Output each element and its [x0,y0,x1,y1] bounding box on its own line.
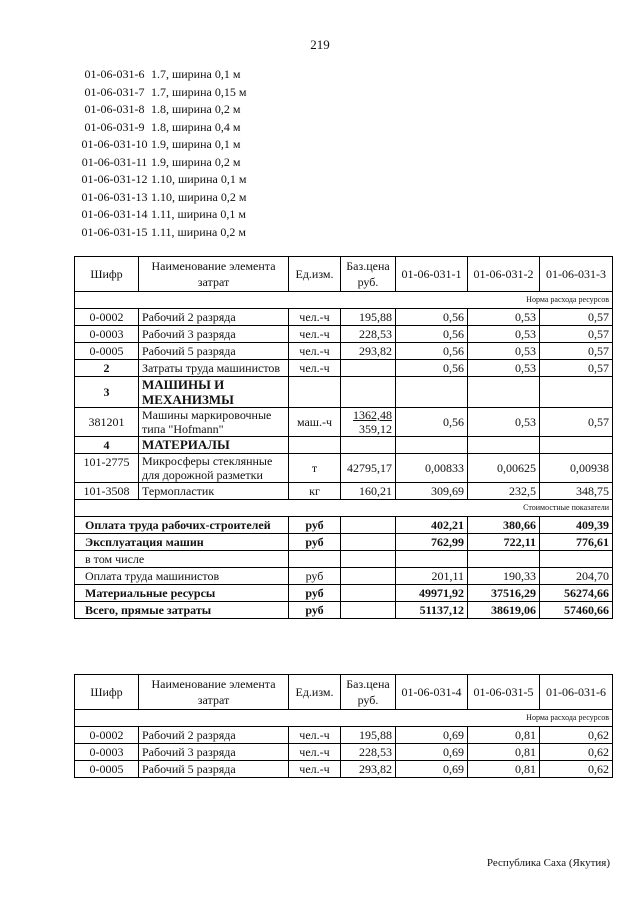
list-item: 01-06-031-13 1.10, ширина 0,2 м [81,189,247,204]
table-row: 381201 Машины маркировочные типа "Hofmann" маш.-ч 1362,48 359,12 0,56 0,53 0,57 [75,408,613,437]
resource-table-2 [74,674,613,778]
list-item: 01-06-031-15 1.11, ширина 0,2 м [81,224,246,239]
table-header-row [75,675,613,710]
table-row: 101-3508 Термопластик кг 160,21 309,69 232,5 348,75 [75,483,613,500]
header-cell: 01-06-031-4 [396,675,468,710]
header-cell: 01-06-031-1 [396,257,468,292]
table-row: 0-0003 Рабочий 3 разряда чел.-ч 228,53 0,56 0,53 0,57 [75,326,613,343]
table-row: Оплата труда машинистов руб 201,11 190,33 204,70 [75,568,613,585]
table-row: Эксплуатация машин руб 762,99 722,11 776,61 [75,534,613,551]
table-row: 0-0005 Рабочий 5 разряда чел.-ч 293,82 0,56 0,53 0,57 [75,343,613,360]
table-row: 2 Затраты труда машинистов чел.-ч 0,56 0,53 0,57 [75,360,613,377]
cost-label: Стоимостные показатели [75,500,613,517]
table-row: 0-0003 Рабочий 3 разряда чел.-ч 228,53 0,69 0,81 0,62 [75,744,613,761]
list-item: 01-06-031-6 1.7, ширина 0,1 м [84,67,241,81]
header-cell: Баз.цена руб. [341,675,396,710]
header-cell: Наименование элемента затрат [139,257,289,292]
table-row: 0-0002 Рабочий 2 разряда чел.-ч 195,88 0,56 0,53 0,57 [75,309,613,326]
header-cell: 01-06-031-2 [468,257,540,292]
list-item: 01-06-031-9 1.8, ширина 0,4 м [84,119,241,134]
table-row: Всего, прямые затраты руб 51137,12 38619,06 57460,66 [75,602,613,619]
table-row: 0-0002 Рабочий 2 разряда чел.-ч 195,88 0,69 0,81 0,62 [75,727,613,744]
header-cell: Ед.изм. [289,257,341,292]
footer-region: Республика Саха (Якутия) [486,857,610,869]
table-row: Оплата труда рабочих-строителей руб 402,21 380,66 409,39 [75,517,613,534]
table-header-row [75,257,613,292]
table-row: в том числе [75,551,613,568]
header-cell: Наименование элемента затрат [139,675,289,710]
table-row: 101-2775 Микросферы стеклянные для дорожной разметки т 42795,17 0,00833 0,00625 0,00938 [75,454,613,483]
code-list [78,66,246,241]
norm-label: Норма расхода ресурсов [75,292,613,309]
list-item: 01-06-031-8 1.8, ширина 0,2 м [84,102,241,116]
page-number: 219 [310,37,330,52]
list-item: 01-06-031-11 1.9, ширина 0,2 м [81,154,241,169]
header-cell: Баз.цена руб. [341,257,396,292]
table-row: Материальные ресурсы руб 49971,92 37516,29 56274,66 [75,585,613,602]
header-cell: 01-06-031-5 [468,675,540,710]
resource-table-1 [74,256,613,619]
header-cell: Шифр [75,257,139,292]
norm-label: Норма расхода ресурсов [75,710,613,727]
header-cell: Шифр [75,675,139,710]
list-item: 01-06-031-10 1.9, ширина 0,1 м [81,137,241,151]
header-cell: 01-06-031-3 [540,257,613,292]
list-item: 01-06-031-12 1.10, ширина 0,1 м [81,172,247,186]
list-item: 01-06-031-14 1.11, ширина 0,1 м [81,207,246,221]
list-item: 01-06-031-7 1.7, ширина 0,15 м [84,84,247,99]
table-row: 0-0005 Рабочий 5 разряда чел.-ч 293,82 0,69 0,81 0,62 [75,761,613,778]
header-cell: 01-06-031-6 [540,675,613,710]
section-row: 3 МАШИНЫ И МЕХАНИЗМЫ [75,377,613,408]
section-row: 4 МАТЕРИАЛЫ [75,437,613,454]
header-cell: Ед.изм. [289,675,341,710]
base-price: 1362,48 [353,408,392,422]
base-price-sub: 359,12 [359,422,392,436]
